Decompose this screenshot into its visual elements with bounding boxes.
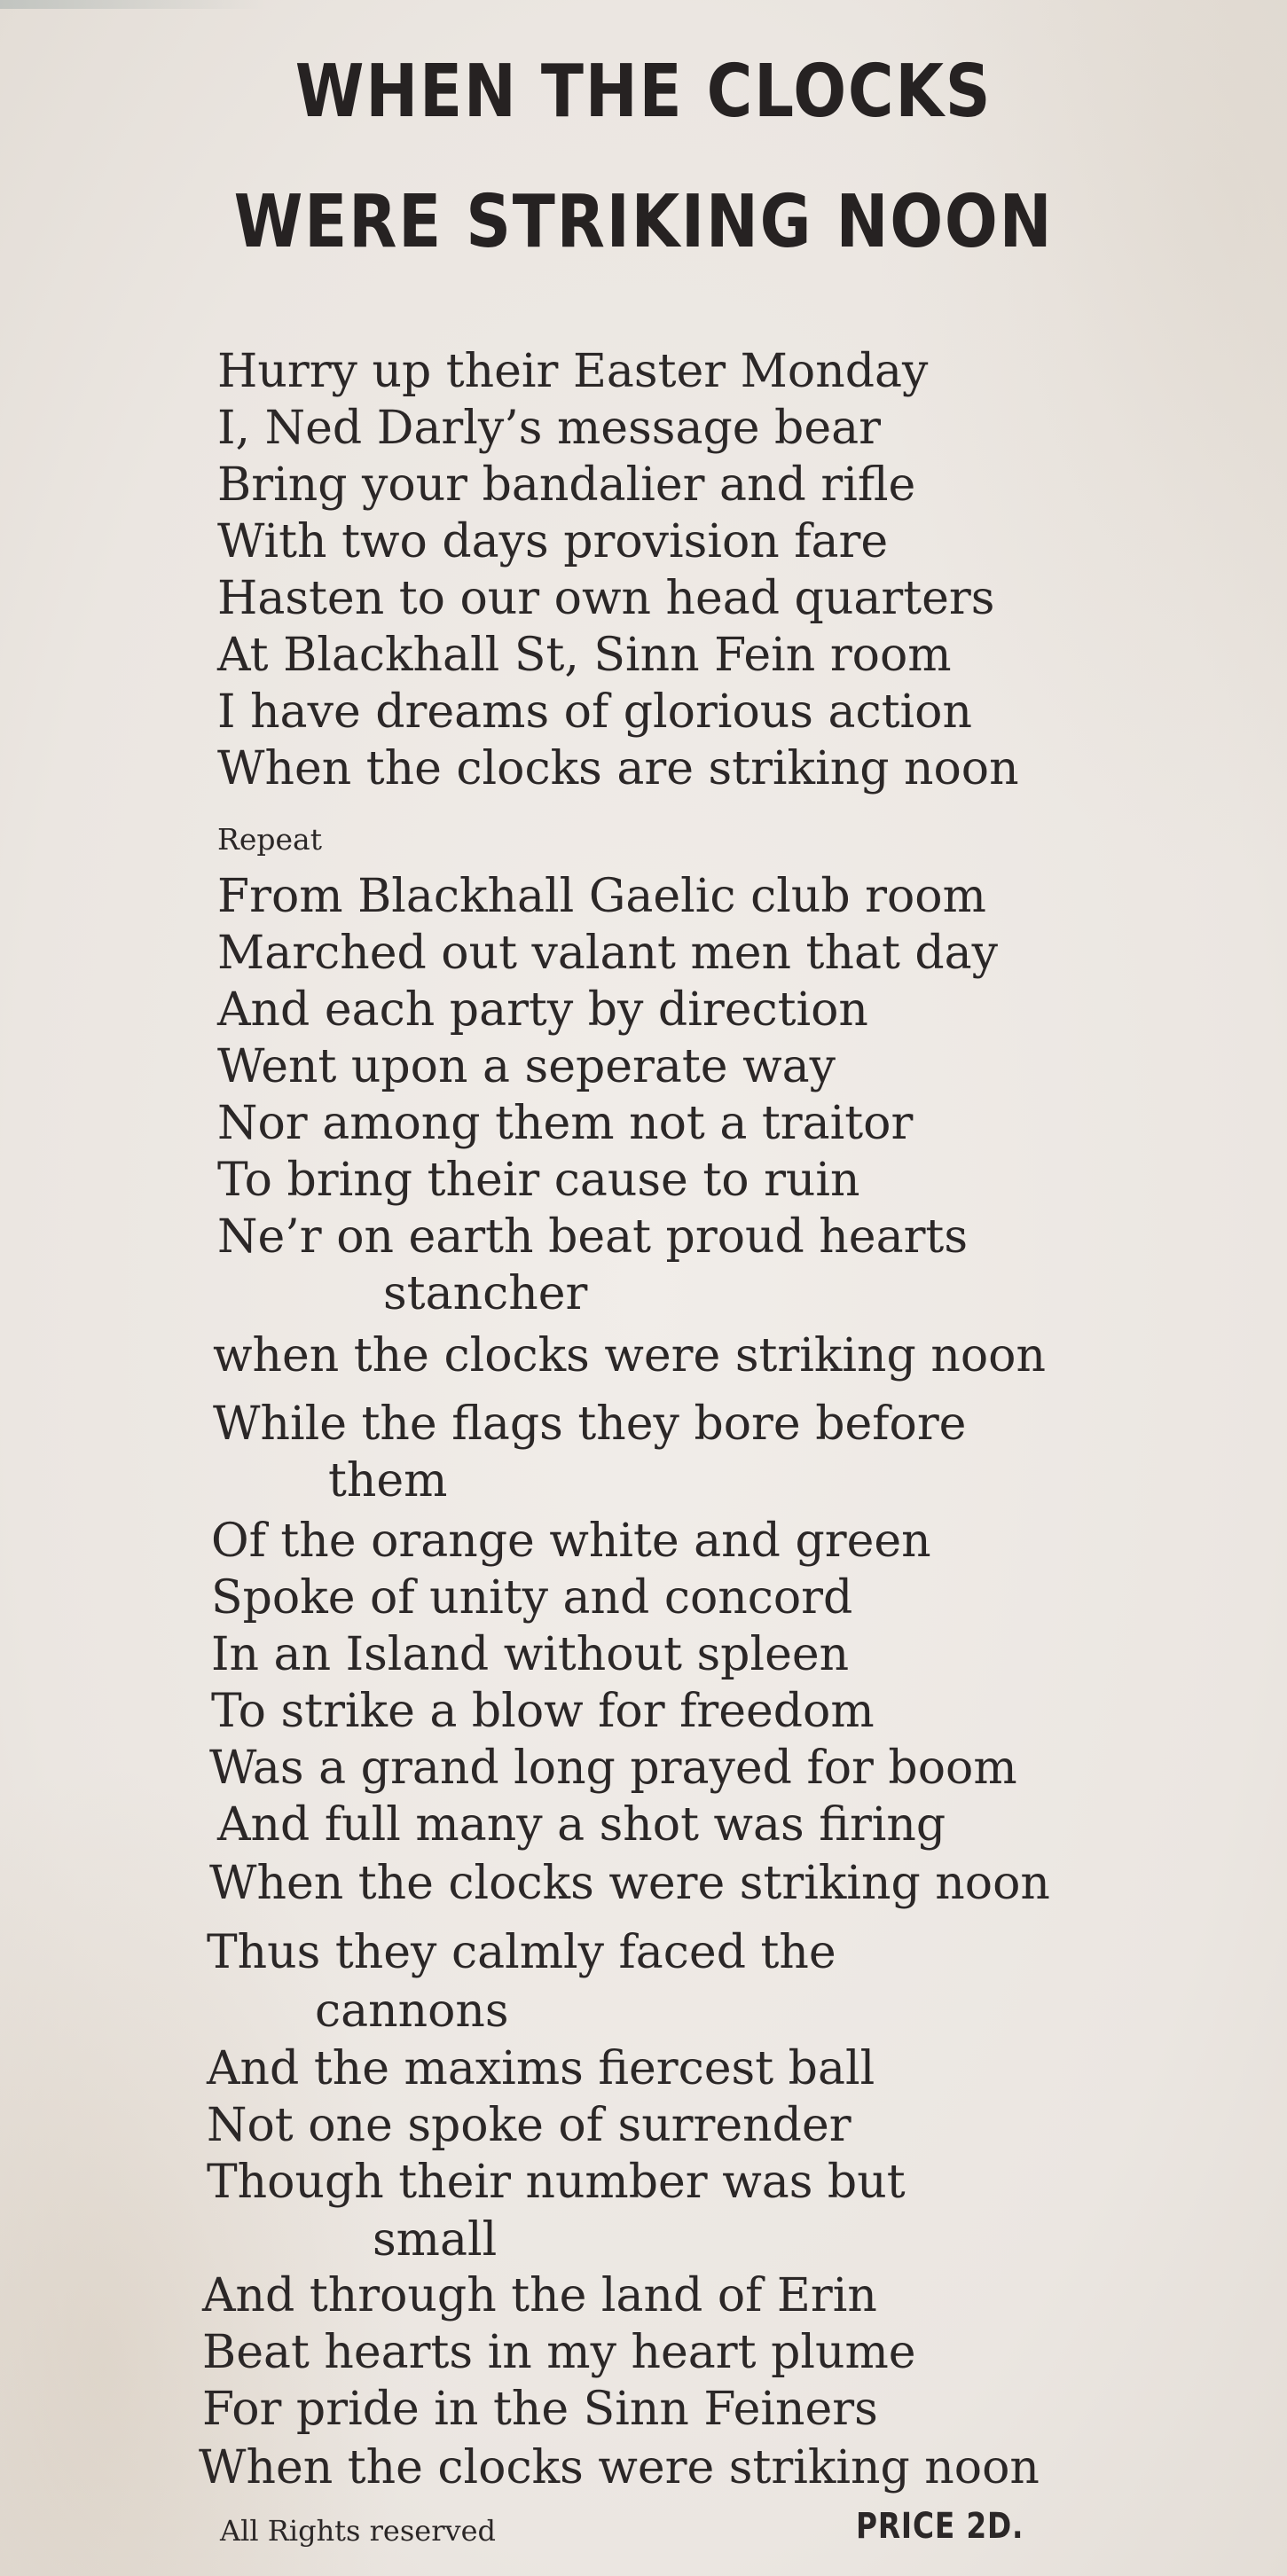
poem-line: While the flags they bore before bbox=[213, 1398, 967, 1451]
poem-line-continuation: stancher bbox=[383, 1267, 588, 1320]
poem-line: Not one spoke of surrender bbox=[207, 2099, 851, 2152]
poem-line: Hurry up their Easter Monday bbox=[217, 345, 929, 398]
poem-line: I have dreams of glorious action bbox=[217, 685, 972, 739]
poem-line: And through the land of Erin bbox=[202, 2269, 877, 2322]
poem-line: Though their number was but bbox=[207, 2156, 906, 2209]
poem-line: For pride in the Sinn Feiners bbox=[202, 2383, 878, 2436]
poem-line: And each party by direction bbox=[217, 983, 868, 1037]
poem-line: Spoke of unity and concord bbox=[211, 1571, 853, 1625]
rights-notice: All Rights reserved bbox=[220, 2514, 497, 2548]
poem-line: I, Ned Darly’s message bear bbox=[217, 402, 881, 455]
poem-line: Ne’r on earth beat proud hearts bbox=[217, 1210, 969, 1264]
poem-line: With two days provision fare bbox=[217, 515, 889, 568]
poem-line: Went upon a seperate way bbox=[217, 1040, 836, 1093]
poem-line: At Blackhall St, Sinn Fein room bbox=[217, 629, 952, 682]
poem-line-continuation: cannons bbox=[315, 1985, 509, 2038]
poem-line-continuation: small bbox=[373, 2213, 498, 2267]
poem-line: In an Island without spleen bbox=[211, 1628, 850, 1681]
poem-line: Beat hearts in my heart plume bbox=[202, 2326, 916, 2379]
title-line-1: WHEN THE CLOCKS bbox=[294, 50, 993, 134]
poem-line-continuation: them bbox=[328, 1454, 448, 1507]
poem-line: And full many a shot was firing bbox=[217, 1798, 946, 1852]
poem-line: Thus they calmly faced the bbox=[207, 1926, 836, 1979]
poem-line: When the clocks were striking noon bbox=[209, 1857, 1050, 1910]
price-label: PRICE 2D. bbox=[856, 2506, 1024, 2547]
poem-line: Marched out valant men that day bbox=[217, 927, 999, 980]
poem-line: Of the orange white and green bbox=[211, 1515, 931, 1568]
poem-line: when the clocks were striking noon bbox=[213, 1329, 1046, 1382]
poem-line: When the clocks were striking noon bbox=[199, 2441, 1040, 2494]
repeat-note: Repeat bbox=[217, 822, 322, 857]
title-line-2: WERE STRIKING NOON bbox=[233, 180, 1054, 264]
poem-line: Bring your bandalier and rifle bbox=[217, 458, 916, 512]
poem-line: Hasten to our own head quarters bbox=[217, 572, 995, 625]
poem-line: And the maxims fiercest ball bbox=[207, 2042, 875, 2095]
poem-line: Nor among them not a traitor bbox=[217, 1097, 914, 1150]
poem-line: When the clocks are striking noon bbox=[217, 742, 1019, 795]
poem-line: To bring their cause to ruin bbox=[217, 1154, 860, 1207]
poem-line: From Blackhall Gaelic club room bbox=[217, 870, 986, 923]
poem-line: To strike a blow for freedom bbox=[211, 1685, 875, 1738]
poem-line: Was a grand long prayed for boom bbox=[209, 1742, 1017, 1795]
